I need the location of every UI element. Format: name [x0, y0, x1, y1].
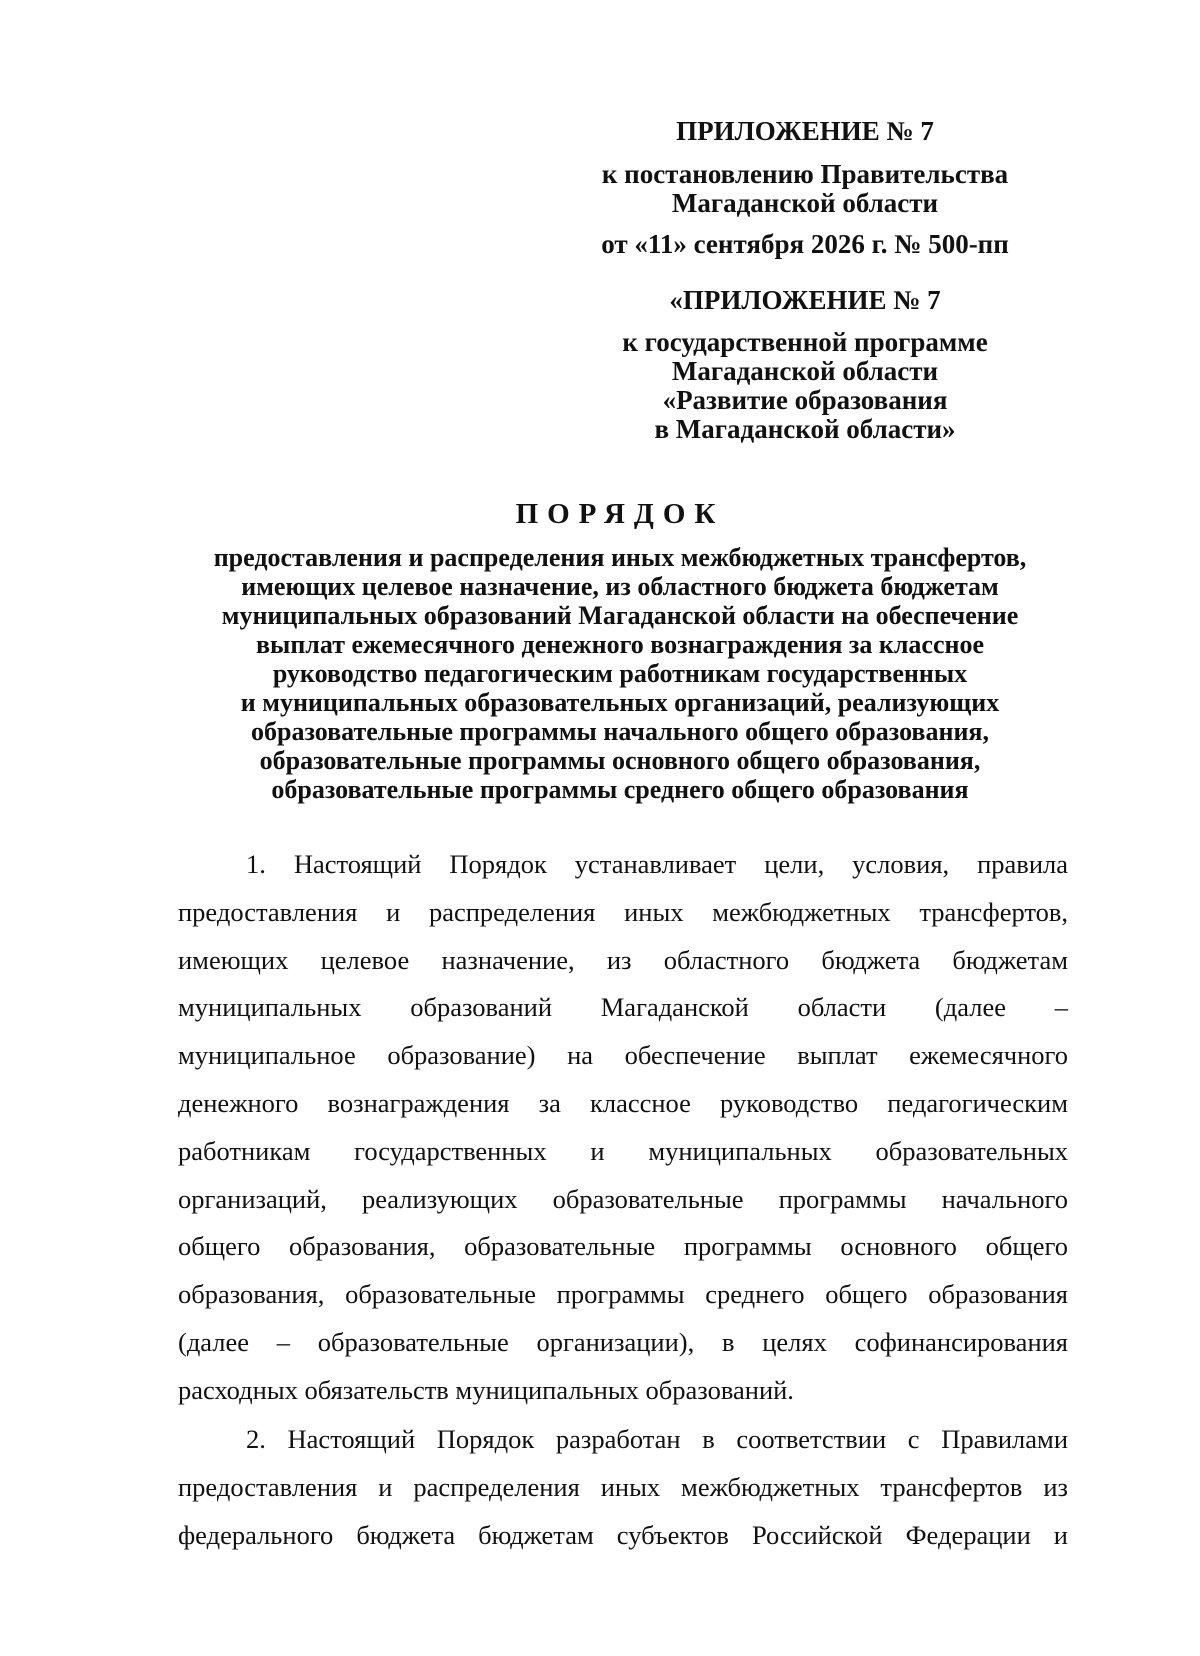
program-reference-line: к государственной программе [622, 327, 988, 357]
document-subtitle [160, 543, 1080, 804]
paragraph-line: образования, образовательные программы среднего общего образования [178, 1279, 1068, 1310]
subtitle-line: руководство педагогическим работникам государственных [272, 659, 968, 688]
paragraph-line: муниципальное образование) на обеспечение выплат ежемесячного [178, 1040, 1068, 1071]
subtitle-line: и муниципальных образовательных организаций, реализующих [240, 688, 1000, 717]
program-reference-line: Магаданской области [671, 356, 939, 386]
paragraph-line: общего образования, образовательные программы основного общего [178, 1231, 1068, 1262]
paragraph-line: 1. Настоящий Порядок устанавливает цели, условия, правила [246, 849, 1068, 879]
program-appendix-reference [575, 328, 1035, 444]
paragraph-1 [178, 841, 1068, 1415]
document-title: ПОРЯДОК [515, 498, 725, 530]
appendix-reference [575, 160, 1035, 218]
paragraph-line: муниципальных образований Магаданской области (далее – [178, 992, 1068, 1023]
program-appendix-title-text: «ПРИЛОЖЕНИЕ № 7 [669, 285, 941, 315]
paragraph-line: федерального бюджета бюджетам субъектов Российской Федерации и [178, 1519, 1068, 1550]
paragraph-line: (далее – образовательные организации), в целях софинансирования [178, 1326, 1068, 1357]
paragraph-line: работникам государственных и муниципальных образовательных [178, 1135, 1068, 1166]
program-reference-line: «Развитие образования [662, 385, 948, 415]
paragraph-line: денежного вознаграждения за классное руководство педагогическим [178, 1087, 1068, 1118]
paragraph-line: расходных обязательств муниципальных образований. [178, 1374, 794, 1405]
program-appendix-title [575, 286, 1035, 315]
appendix-date-text: от «11» сентября 2026 г. № 500-пп [601, 229, 1009, 259]
program-reference-line: в Магаданской области» [654, 414, 956, 444]
paragraph-line: предоставления и распределения иных межбюджетных трансфертов из [178, 1471, 1068, 1502]
appendix-title [575, 117, 1035, 146]
subtitle-line: имеющих целевое назначение, из областного бюджета бюджетам [241, 572, 999, 601]
appendix-title-text: ПРИЛОЖЕНИЕ № 7 [676, 116, 934, 146]
paragraph-line: имеющих целевое назначение, из областного бюджета бюджетам [178, 944, 1068, 975]
subtitle-line: муниципальных образований Магаданской области на обеспечение [221, 601, 1019, 630]
subtitle-line: предоставления и распределения иных межбюджетных трансфертов, [213, 543, 1027, 572]
appendix-reference-line: Магаданской области [671, 188, 939, 218]
subtitle-line: образовательные программы среднего общего образования [271, 775, 969, 804]
paragraph-line: организаций, реализующих образовательные программы начального [178, 1183, 1068, 1214]
subtitle-line: образовательные программы начального общего образования, [250, 717, 989, 746]
appendix-reference-line: к постановлению Правительства [601, 159, 1009, 189]
paragraph-line: предоставления и распределения иных межбюджетных трансфертов, [178, 896, 1068, 927]
subtitle-line: образовательные программы основного общего образования, [259, 746, 981, 775]
subtitle-line: выплат ежемесячного денежного вознаграждения за классное [255, 630, 985, 659]
paragraph-2 [178, 1416, 1068, 1559]
paragraph-line: 2. Настоящий Порядок разработан в соответствии с Правилами [246, 1424, 1068, 1454]
appendix-date [575, 230, 1035, 259]
